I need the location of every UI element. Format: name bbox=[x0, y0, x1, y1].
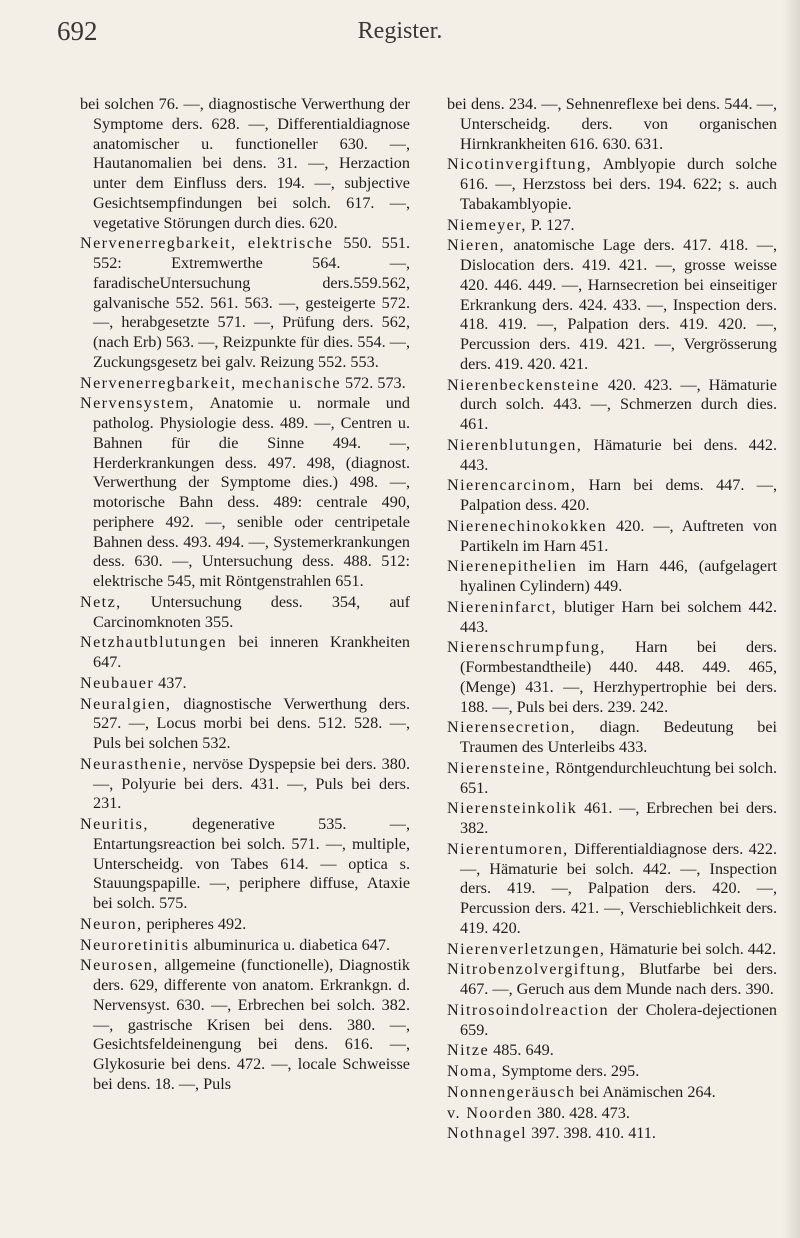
index-entry bbox=[80, 95, 410, 233]
index-references: 437. bbox=[154, 673, 187, 692]
index-references: Harn bei ders. (Formbestandtheile) 440. 448. 449. 465, (Menge) 431. —, Herzhypertrophie bei ders. 188. —, Puls bei ders. 239. 242. bbox=[460, 638, 777, 716]
page-number: 692 bbox=[57, 16, 98, 46]
index-references: 420. —, Auftreten von Partikeln im Harn 451. bbox=[460, 516, 777, 555]
index-term: Nierenschrumpfung, bbox=[447, 638, 606, 657]
index-entry bbox=[80, 915, 410, 935]
index-references: nervöse Dyspepsie bei ders. 380. —, Polyurie bei ders. 431. —, Puls bei ders. 231. bbox=[93, 754, 410, 813]
index-term: Nierensteinkolik bbox=[447, 799, 578, 818]
index-entry bbox=[80, 374, 410, 394]
index-entry bbox=[447, 1001, 777, 1041]
index-references: 550. 551. 552: Extremwerthe 564. —, faradischeUntersuchung ders.559.562, galvanische 552. 561. 563. —, gesteigerte 572. —, herabgesetzte 571. —, Prüfung ders. 562, (nach Erb) 563. —, Reizpunkte für dies. 554. —, Zuckungsgesetz bei galv. Reizung 552. 553. bbox=[93, 234, 410, 371]
index-entry bbox=[447, 1083, 777, 1103]
index-entry bbox=[447, 759, 777, 799]
index-term: Nervenerregbarkeit, elektrische bbox=[80, 234, 334, 253]
index-references: anatomische Lage ders. 417. 418. —, Dislocation ders. 419. 421. —, grosse weisse 420. 446. 449. —, Harnsecretion bei einseitiger Erkrankung ders. 424. 433. —, Inspection ders. 418. 419. —, Palpation ders. 419. 420. —, Percussion ders. 419. 421. —, Vergrösserung ders. 419. 420. 421. bbox=[460, 236, 777, 373]
index-column-right bbox=[447, 95, 777, 1145]
index-entry bbox=[447, 95, 777, 154]
index-references: 485. 649. bbox=[489, 1041, 554, 1060]
index-entry bbox=[447, 1062, 777, 1082]
index-entry bbox=[80, 695, 410, 754]
index-entry bbox=[447, 517, 777, 557]
index-references: Hämaturie bei solch. 442. bbox=[605, 939, 777, 958]
index-references: Symptome ders. 295. bbox=[497, 1062, 640, 1080]
index-entry bbox=[447, 799, 777, 839]
index-entry bbox=[80, 674, 410, 694]
index-term: Nothnagel bbox=[447, 1124, 528, 1143]
index-term: Neuritis, bbox=[80, 815, 149, 833]
index-entry bbox=[80, 956, 410, 1094]
index-entry bbox=[447, 718, 777, 758]
index-references: Differentialdiagnose ders. 422. —, Hämaturie bei solch. 442. —, Inspection ders. 419. —, Palpation ders. 420. —, Percussion ders. 421. —, Verschieblichkeit ders. 419. 420. bbox=[460, 839, 777, 937]
index-term: Nierentumoren, bbox=[447, 839, 569, 858]
index-references: Röntgendurchleuchtung bei solch. 651. bbox=[460, 758, 777, 797]
index-entry bbox=[447, 476, 777, 516]
index-term: Nitze bbox=[447, 1041, 490, 1060]
index-term: Netzhautblutungen bbox=[80, 633, 227, 652]
index-references: 420. 423. —, Hämaturie durch solch. 443. —, Schmerzen durch dies. 461. bbox=[460, 375, 777, 433]
index-term: Nervensystem, bbox=[80, 394, 195, 413]
index-term: Nitrosoindolreaction bbox=[447, 1000, 609, 1019]
index-references: im Harn 446, (aufgelagert hyalinen Cylindern) 449. bbox=[460, 557, 777, 595]
index-term: Nierenechinokokken bbox=[447, 516, 608, 535]
index-column-left bbox=[80, 95, 410, 1096]
index-term: Neuron, bbox=[80, 914, 143, 933]
index-entry bbox=[80, 815, 410, 914]
index-entry bbox=[447, 236, 777, 374]
index-references: 397. 398. 410. 411. bbox=[527, 1124, 656, 1143]
index-references: blutiger Harn bei solchem 442. 443. bbox=[460, 597, 777, 636]
index-entry bbox=[447, 1041, 777, 1061]
index-term: Nicotinvergiftung, bbox=[447, 155, 592, 174]
index-references: Anatomie u. normale und patholog. Physiologie dess. 489. —, Centren u. Bahnen für die Sinne 494. —, Herderkrankungen dess. 497. 498, (diagnost. Verwerthung der Symptome dies.) 498. —, motorische Bahn dess. 489: centrale 490, periphere 492. —, senible oder centripetale Bahnen dess. 493. 494. —, Systemerkrankungen dess. 630. —, Untersuchung dess. 488. 512: elektrische 545, mit Röntgenstrahlen 651. bbox=[93, 394, 410, 590]
index-entry bbox=[447, 436, 777, 476]
page-edge-shadow bbox=[782, 0, 800, 1238]
index-term: Neurosen, bbox=[80, 956, 159, 975]
index-term: Nierenverletzungen, bbox=[447, 939, 606, 958]
page-header bbox=[0, 0, 800, 64]
index-term: v. Noorden bbox=[447, 1103, 533, 1122]
index-entry bbox=[80, 394, 410, 592]
index-entry bbox=[80, 234, 410, 372]
index-entry bbox=[447, 155, 777, 214]
index-references: allgemeine (functionelle), Diagnostik ders. 629, differente von anatom. Erkrankgn. d. Nervensyst. 630. —, Erbrechen bei solch. 382. —, gastrische Krisen bei dens. 380. —, Gesichtsfeldeinengung bei dens. 616. —, Glykosurie bei dens. 472. —, locale Schweisse bei dens. 18. —, Puls bbox=[93, 956, 410, 1093]
index-references: bei solchen 76. —, diagnostische Verwerthung der Symptome ders. 628. —, Differentialdiagnose anatomischer u. functioneller 630. —, Hautanomalien bei dens. 31. —, Herzaction unter dem Einfluss ders. 194. —, subjective Gesichtsempfindungen bei solch. 617. —, vegetative Störungen durch dies. 620. bbox=[80, 95, 410, 232]
index-references: peripheres 492. bbox=[142, 914, 247, 933]
index-term: Nierenepithelien bbox=[447, 557, 578, 576]
index-term: Noma, bbox=[447, 1062, 498, 1080]
index-term: Neubauer bbox=[80, 673, 155, 692]
index-references: Blutfarbe bei ders. 467. —, Geruch aus dem Munde nach ders. 390. bbox=[460, 960, 777, 998]
index-entry bbox=[80, 633, 410, 673]
index-term: Nieren, bbox=[447, 236, 505, 255]
index-term: Niemeyer, bbox=[447, 215, 527, 234]
index-references: Amblyopie durch solche 616. —, Herzstoss bei ders. 194. 622; s. auch Tabakamblyopie. bbox=[460, 155, 777, 213]
index-entry bbox=[447, 840, 777, 939]
index-references: Untersuchung dess. 354, auf Carcinomknoten 355. bbox=[93, 592, 410, 631]
index-references: degenerative 535. —, Entartungsreaction bei solch. 571. —, multiple, Unterscheidg. von Tabes 614. — optica s. Stauungspapille. —, periphere diffuse, Ataxie bei solch. 575. bbox=[93, 815, 410, 912]
index-entry bbox=[447, 960, 777, 1000]
index-entry bbox=[80, 936, 410, 956]
index-term: Niereninfarct, bbox=[447, 597, 557, 616]
index-references: bei Anämischen 264. bbox=[575, 1082, 716, 1101]
index-term: Nierenblutungen, bbox=[447, 435, 583, 454]
index-term: Nierensteine, bbox=[447, 758, 552, 777]
index-references: Harn bei dems. 447. —, Palpation dess. 420. bbox=[460, 476, 777, 514]
index-entry bbox=[447, 940, 777, 960]
index-entry bbox=[447, 638, 777, 717]
index-references: diagnostische Verwerthung ders. 527. —, Locus morbi bei dens. 512. 528. —, Puls bei solchen 532. bbox=[93, 694, 410, 752]
index-references: P. 127. bbox=[526, 215, 575, 234]
index-references: bei inneren Krankheiten 647. bbox=[93, 633, 410, 671]
index-references: 380. 428. 473. bbox=[532, 1103, 630, 1122]
index-entry bbox=[447, 1124, 777, 1144]
index-references: Hämaturie bei dens. 442. 443. bbox=[460, 435, 777, 474]
index-entry bbox=[447, 1104, 777, 1124]
index-entry bbox=[447, 216, 777, 236]
index-references: albuminurica u. diabetica 647. bbox=[189, 935, 390, 954]
index-term: Nierencarcinom, bbox=[447, 476, 577, 495]
index-entry bbox=[447, 557, 777, 597]
index-entry bbox=[80, 593, 410, 633]
index-term: Neurasthenie, bbox=[80, 754, 188, 773]
running-title: Register. bbox=[357, 18, 443, 44]
index-references: 461. —, Erbrechen bei ders. 382. bbox=[460, 799, 777, 837]
index-references: diagn. Bedeutung bei Traumen des Unterleibs 433. bbox=[460, 718, 777, 756]
index-term: Nonnengeräusch bbox=[447, 1082, 576, 1101]
index-term: Neuralgien, bbox=[80, 694, 172, 713]
index-references: der Cholera-dejectionen 659. bbox=[460, 1000, 777, 1039]
index-term: Nierenbeckensteine bbox=[447, 375, 600, 394]
index-references: 572. 573. bbox=[340, 373, 406, 392]
index-term: Nervenerregbarkeit, mechanische bbox=[80, 373, 341, 392]
index-term: Netz, bbox=[80, 592, 122, 611]
index-entry bbox=[447, 376, 777, 435]
index-term: Nitrobenzolvergiftung, bbox=[447, 960, 627, 979]
index-references: bei dens. 234. —, Sehnenreflexe bei dens. 544. —, Unterscheidg. ders. von organischen Hirnkrankheiten 616. 630. 631. bbox=[447, 95, 777, 153]
index-entry bbox=[447, 598, 777, 638]
index-term: Neuroretinitis bbox=[80, 935, 190, 954]
index-entry bbox=[80, 755, 410, 814]
index-term: Nierensecretion, bbox=[447, 718, 576, 737]
